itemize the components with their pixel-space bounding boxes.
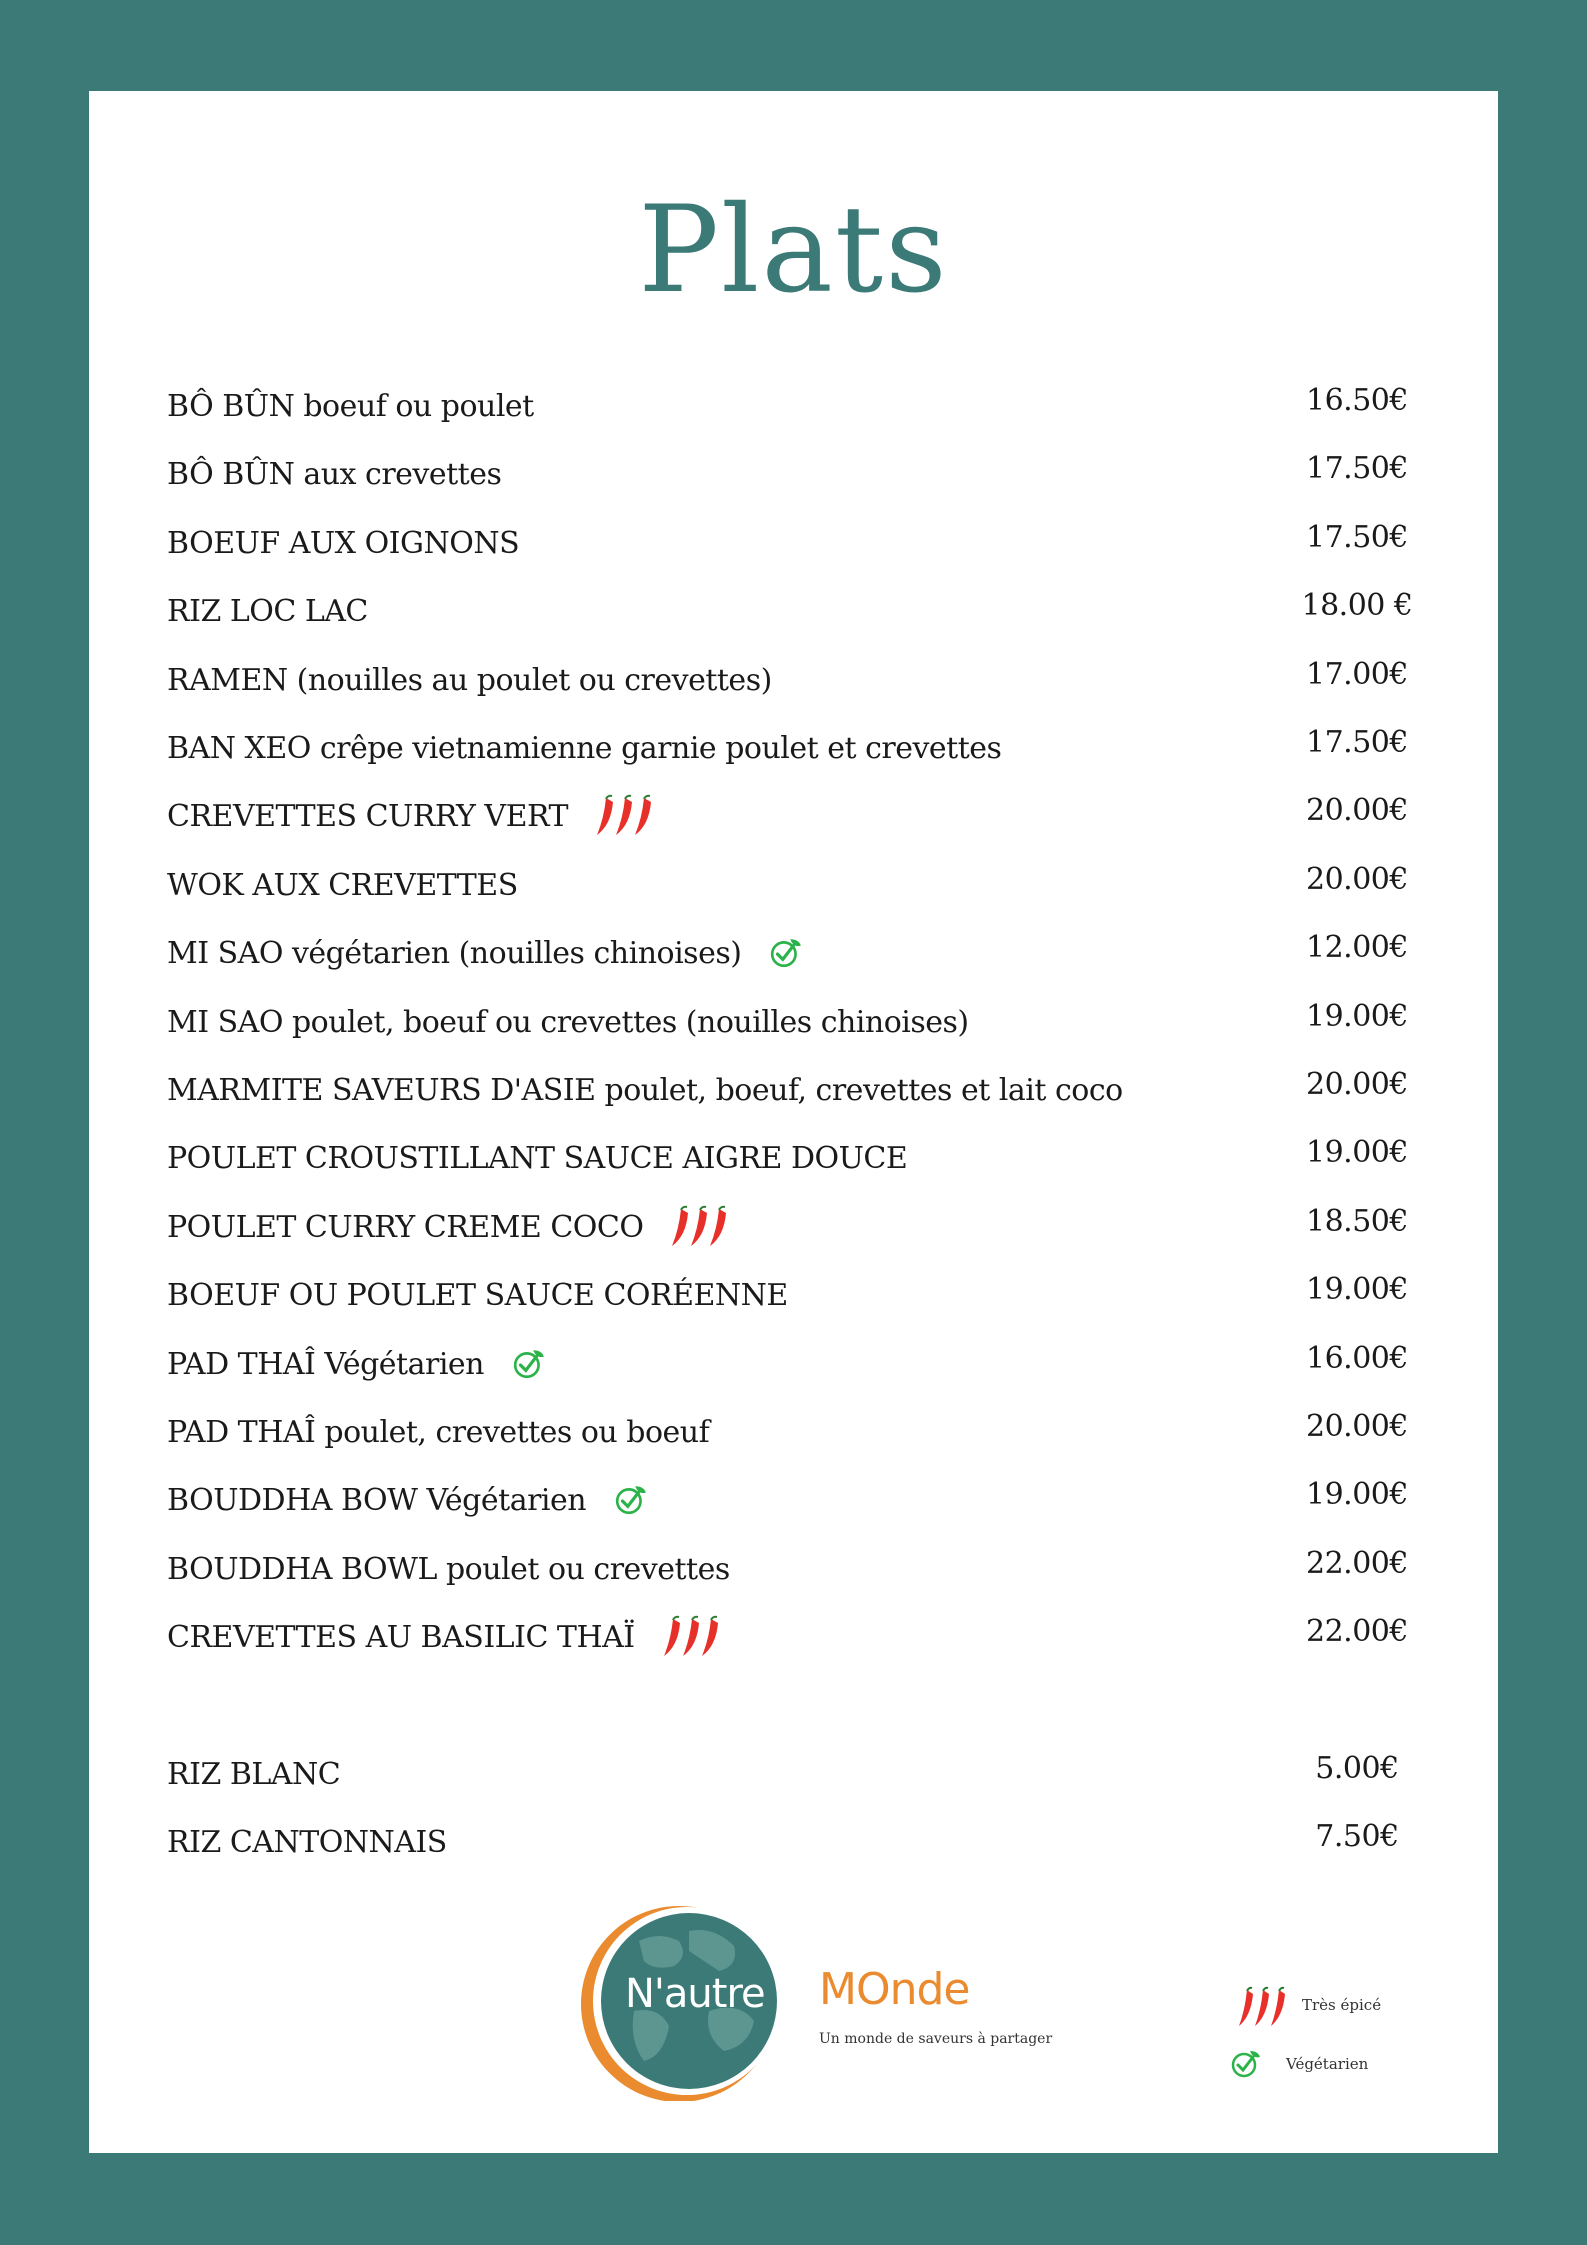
menu-item-name: BOUDDHA BOWL poulet ou crevettes: [167, 1551, 730, 1587]
vegetarian-icon: [769, 936, 803, 970]
menu-item-price: 19.00€: [1306, 1135, 1408, 1171]
menu-item-price: 17.50€: [1306, 451, 1408, 487]
menu-item-name: CREVETTES AU BASILIC THAÏ: [167, 1614, 723, 1662]
menu-item-name: BAN XEO crêpe vietnamienne garnie poulet et crevettes: [167, 731, 1002, 766]
menu-item-price: 17.00€: [1306, 656, 1408, 692]
menu-item: [167, 1204, 1457, 1252]
side-item-price: 7.50€: [1315, 1819, 1399, 1855]
menu-item-name: RAMEN (nouilles au poulet ou crevettes): [167, 662, 772, 698]
menu-item: [167, 930, 1457, 978]
menu-item: [167, 1409, 1457, 1457]
menu-item-price: 22.00€: [1306, 1545, 1408, 1581]
menu-item-price: 16.00€: [1306, 1340, 1408, 1376]
menu-item-name: RIZ LOC LAC: [167, 594, 368, 630]
menu-item-price: 22.00€: [1306, 1614, 1408, 1650]
menu-item-price: 17.50€: [1306, 725, 1408, 760]
vegetarian-icon: [614, 1483, 648, 1517]
menu-item-price: 20.00€: [1306, 1409, 1408, 1444]
legend-spicy-label: Très épicé: [1302, 1996, 1382, 2014]
menu-item-name: BÔ BÛN boeuf ou poulet: [167, 389, 534, 424]
side-item-price: 5.00€: [1315, 1751, 1399, 1786]
menu-item: [167, 1272, 1457, 1320]
menu-item-price: 16.50€: [1306, 383, 1408, 418]
logo-tagline: Un monde de saveurs à partager: [819, 2031, 1053, 2047]
menu-item-price: 20.00€: [1306, 1067, 1408, 1102]
menu-item-price: 20.00€: [1306, 861, 1408, 897]
side-item: [167, 1819, 1457, 1867]
menu-item: [167, 657, 1457, 705]
menu-item-name: PAD THAÎ poulet, crevettes ou boeuf: [167, 1415, 710, 1450]
menu-item-price: 17.50€: [1306, 519, 1408, 555]
menu-item-name: PAD THAÎ Végétarien: [167, 1341, 546, 1389]
menu-item-price: 19.00€: [1306, 1272, 1408, 1308]
vegetarian-icon: [1230, 2048, 1262, 2080]
menu-item: [167, 520, 1457, 568]
chili-icon: [669, 1205, 731, 1249]
menu-item: [167, 383, 1457, 431]
menu-item: [167, 1546, 1457, 1594]
logo-monde-text: MOnde: [819, 1964, 970, 2015]
menu-item-name: WOK AUX CREVETTES: [167, 867, 518, 903]
menu-item: [167, 1135, 1457, 1183]
menu-item: [167, 725, 1457, 773]
menu-item: [167, 1477, 1457, 1525]
menu-item-name: MI SAO poulet, boeuf ou crevettes (nouilles chinoises): [167, 1004, 969, 1040]
side-item: [167, 1751, 1457, 1799]
menu-item-name: POULET CROUSTILLANT SAUCE AIGRE DOUCE: [167, 1141, 908, 1177]
chili-icon: [1237, 1986, 1289, 2030]
menu-item-price: 18.00 €: [1301, 588, 1413, 624]
chili-icon: [661, 1615, 723, 1659]
menu-item-name: BÔ BÛN aux crevettes: [167, 457, 502, 493]
menu-item-name: BOUDDHA BOW Végétarien: [167, 1477, 648, 1525]
menu-item-price: 18.50€: [1306, 1203, 1408, 1239]
menu-item-name: CREVETTES CURRY VERT: [167, 793, 656, 841]
menu-item: [167, 862, 1457, 910]
menu-sheet: [89, 91, 1498, 2153]
chili-icon: [594, 794, 656, 838]
side-item-name: RIZ CANTONNAIS: [167, 1825, 447, 1861]
page-title: Plats: [638, 181, 949, 320]
menu-item-price: 20.00€: [1306, 793, 1408, 829]
menu-item-name: MARMITE SAVEURS D'ASIE poulet, boeuf, crevettes et lait coco: [167, 1073, 1123, 1108]
menu-item-name: POULET CURRY CREME COCO: [167, 1204, 731, 1252]
menu-item-name: MI SAO végétarien (nouilles chinoises): [167, 930, 803, 978]
logo-nautre-text: N'autre: [625, 1971, 765, 2017]
menu-item-name: BOEUF AUX OIGNONS: [167, 525, 520, 561]
menu-item: [167, 999, 1457, 1047]
side-item-name: RIZ BLANC: [167, 1757, 341, 1792]
vegetarian-icon: [512, 1347, 546, 1381]
menu-item-price: 19.00€: [1306, 1477, 1408, 1513]
menu-item-name: BOEUF OU POULET SAUCE CORÉENNE: [167, 1278, 788, 1314]
menu-item: [167, 1067, 1457, 1115]
menu-item: [167, 793, 1457, 841]
menu-item: [167, 1341, 1457, 1389]
menu-item: [167, 588, 1457, 636]
legend-veg-label: Végétarien: [1286, 2055, 1369, 2073]
menu-item: [167, 1614, 1457, 1662]
menu-item-price: 19.00€: [1306, 998, 1408, 1034]
menu-item: [167, 451, 1457, 499]
menu-item-price: 12.00€: [1306, 930, 1408, 966]
